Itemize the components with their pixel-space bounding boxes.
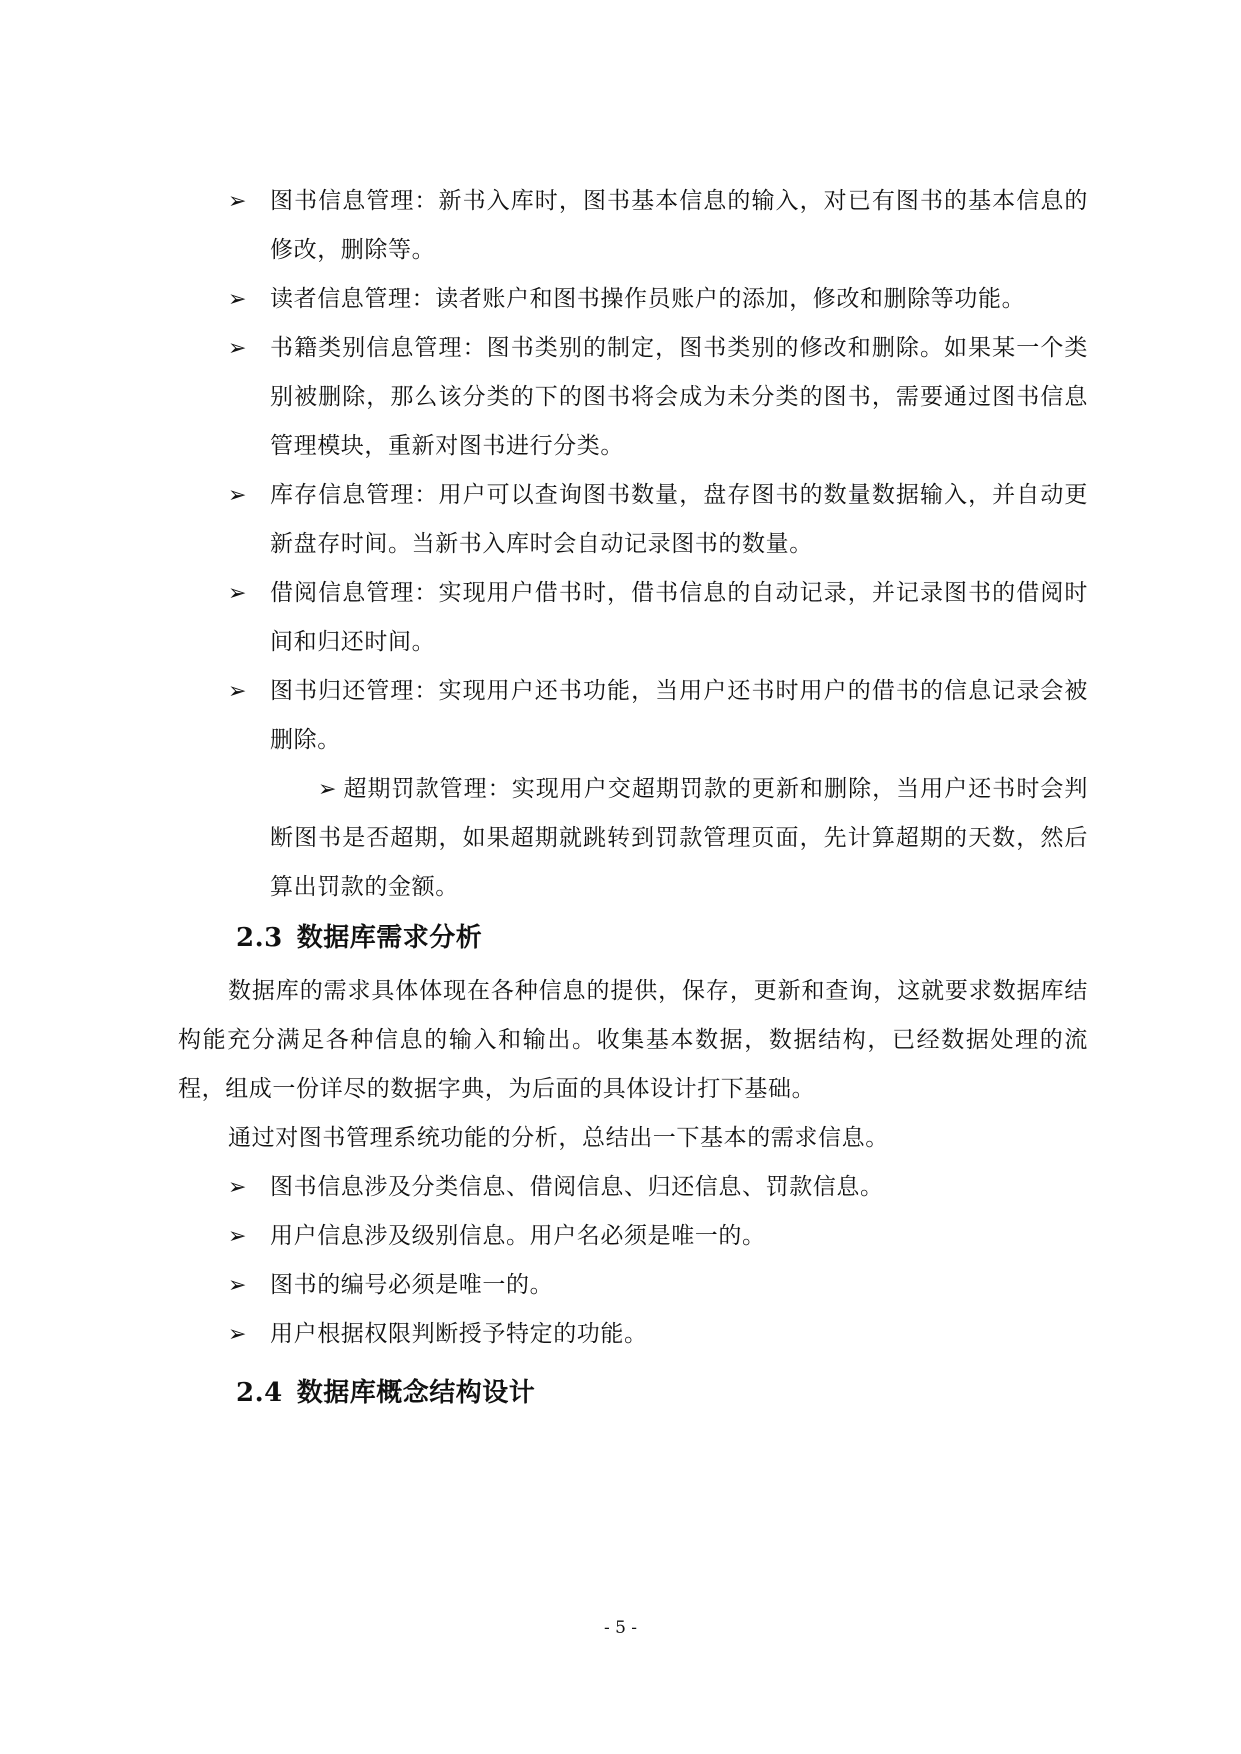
list-item-text: 库存信息管理：用户可以查询图书数量，盘存图书的数量数据输入，并自动更新盘存时间。当新书入库时会自动记录图书的数量。 <box>270 482 1088 557</box>
list-item-text: 图书信息管理：新书入库时，图书基本信息的输入，对已有图书的基本信息的修改，删除等。 <box>270 188 1088 263</box>
list-item-overdue <box>270 765 1088 912</box>
list-item <box>228 177 1088 275</box>
list-item-text: 用户信息涉及级别信息。用户名必须是唯一的。 <box>270 1223 766 1249</box>
arrow-bullet-icon: ➢ <box>228 581 247 606</box>
list-item-text: 读者信息管理：读者账户和图书操作员账户的添加，修改和删除等功能。 <box>270 286 1026 312</box>
list-item-text: 书籍类别信息管理：图书类别的制定，图书类别的修改和删除。如果某一个类别被删除，那么该分类的下的图书将会成为未分类的图书，需要通过图书信息管理模块，重新对图书进行分类。 <box>270 335 1088 459</box>
section-title: 数据库概念结构设计 <box>296 1378 536 1408</box>
list-item <box>228 275 1088 324</box>
list-item-text: 图书信息涉及分类信息、借阅信息、归还信息、罚款信息。 <box>270 1174 884 1200</box>
list-item <box>228 324 1088 471</box>
list-item-text: 图书的编号必须是唯一的。 <box>270 1272 554 1298</box>
list-item <box>228 667 1088 765</box>
arrow-bullet-icon: ➢ <box>228 287 247 312</box>
page-number: - 5 - <box>603 1618 638 1638</box>
list-item-text: 图书归还管理：实现用户还书功能，当用户还书时用户的借书的信息记录会被删除。 <box>270 678 1088 753</box>
list-item <box>228 1212 1088 1261</box>
list-item <box>228 1163 1088 1212</box>
arrow-bullet-icon: ➢ <box>228 1224 247 1249</box>
list-item <box>228 1261 1088 1310</box>
list-item-text: 用户根据权限判断授予特定的功能。 <box>270 1321 648 1347</box>
paragraph-summary: 通过对图书管理系统功能的分析，总结出一下基本的需求信息。 <box>228 1125 889 1151</box>
section-number: 2.4 <box>236 1378 283 1408</box>
arrow-bullet-icon: ➢ <box>228 679 247 704</box>
list-item <box>228 1310 1088 1359</box>
arrow-bullet-icon: ➢ <box>228 483 247 508</box>
arrow-bullet-icon: ➢ <box>228 336 247 361</box>
list-item <box>228 471 1088 569</box>
arrow-bullet-icon: ➢ <box>318 777 338 802</box>
section-title: 数据库需求分析 <box>296 923 483 953</box>
section-heading-2-3 <box>236 918 482 958</box>
arrow-bullet-icon: ➢ <box>228 189 247 214</box>
section-heading-2-4 <box>236 1373 535 1413</box>
list-item <box>228 569 1088 667</box>
paragraph-requirements: 数据库的需求具体体现在各种信息的提供，保存，更新和查询，这就要求数据库结构能充分满足各种信息的输入和输出。收集基本数据，数据结构，已经数据处理的流程，组成一份详尽的数据字典，为后面的具体设计打下基础。 <box>178 978 1088 1102</box>
arrow-bullet-icon: ➢ <box>228 1175 247 1200</box>
arrow-bullet-icon: ➢ <box>228 1273 247 1298</box>
arrow-bullet-icon: ➢ <box>228 1322 247 1347</box>
list-item-text: 借阅信息管理：实现用户借书时，借书信息的自动记录，并记录图书的借阅时间和归还时间。 <box>270 580 1088 655</box>
list-item-text: 超期罚款管理：实现用户交超期罚款的更新和删除，当用户还书时会判断图书是否超期，如果超期就跳转到罚款管理页面，先计算超期的天数，然后算出罚款的金额。 <box>270 776 1088 900</box>
section-number: 2.3 <box>236 923 283 953</box>
